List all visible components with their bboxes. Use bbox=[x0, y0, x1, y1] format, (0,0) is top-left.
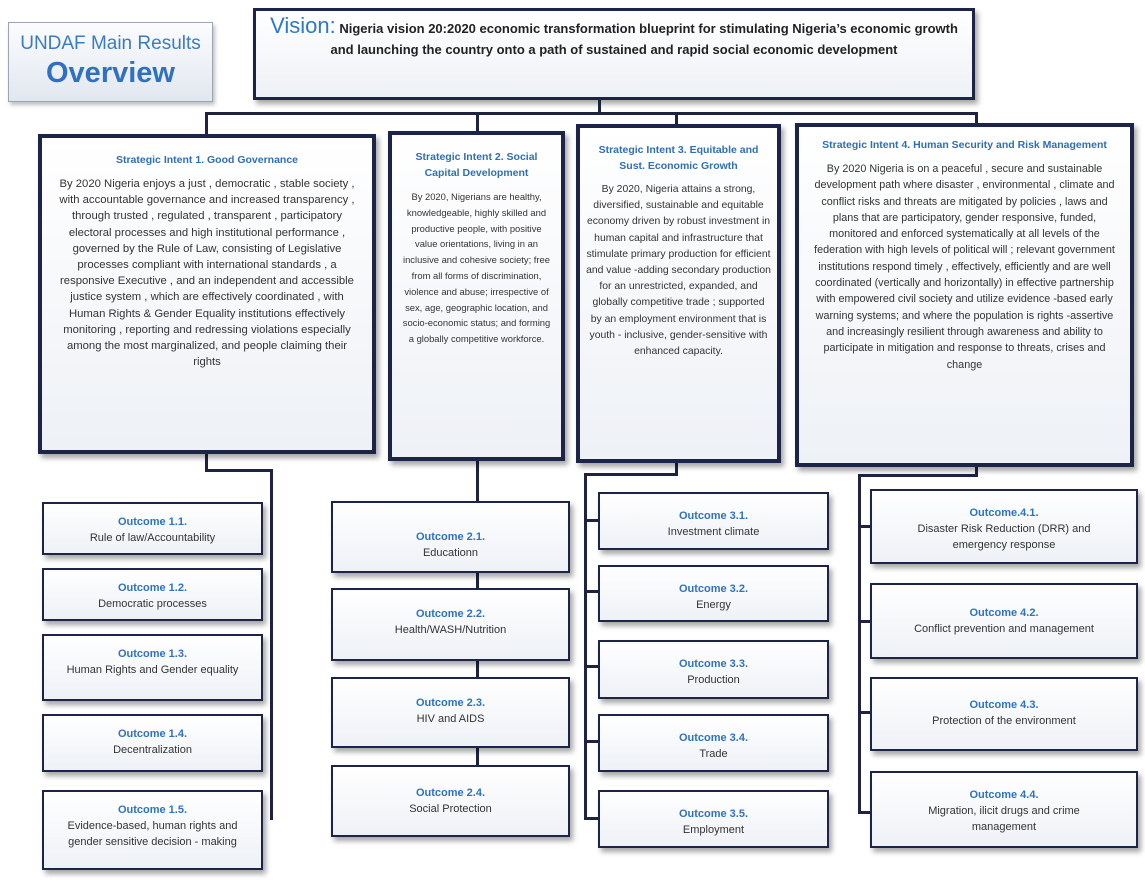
strategic-intent-1 bbox=[38, 134, 376, 454]
outcome-title: Outcome 1.2. bbox=[117, 582, 188, 594]
outcome-box bbox=[598, 492, 829, 550]
outcome-title: Outcome 1.1. bbox=[117, 516, 188, 528]
intent-body: By 2020, Nigerians are healthy, knowledgeable, highly skilled and productive people, with positive value orientations, living in an inclusive and cohesive society; free from all forms of discrimination, violence and abuse; irrespective of sex, age, geographic location, and socio-economic status; and forming a globally competitive workforce. bbox=[402, 191, 551, 345]
outcome-box bbox=[870, 677, 1138, 751]
intent-title: Strategic Intent 1. Good Governance bbox=[115, 154, 299, 166]
outcome-text: Social Protection bbox=[409, 803, 492, 815]
outcome-text: Rule of law/Accountability bbox=[89, 532, 216, 544]
outcome-title: Outcome 3.5. bbox=[678, 808, 749, 820]
outcome-box bbox=[42, 634, 263, 701]
outcome-title: Outcome 2.4. bbox=[415, 787, 486, 799]
strategic-intent-3 bbox=[576, 124, 781, 463]
connector-line bbox=[584, 473, 587, 819]
outcome-box bbox=[598, 640, 829, 699]
outcome-text: Protection of the environment bbox=[932, 715, 1076, 727]
outcome-title: Outcome 1.5. bbox=[117, 804, 188, 816]
outcome-text: Conflict prevention and management bbox=[914, 623, 1094, 635]
outcome-text: Production bbox=[687, 674, 740, 686]
outcome-box bbox=[870, 583, 1138, 659]
outcome-text: HIV and AIDS bbox=[416, 713, 485, 725]
strategic-intent-2 bbox=[388, 131, 565, 461]
outcome-box bbox=[331, 501, 570, 573]
outcome-title: Outcome 3.3. bbox=[678, 658, 749, 670]
outcome-text: Migration, ilicit drugs and crime management bbox=[928, 805, 1080, 833]
overview-title-box bbox=[8, 22, 213, 102]
outcome-title: Outcome 4.3. bbox=[969, 699, 1039, 711]
outcome-text: Decentralization bbox=[113, 744, 192, 756]
connector-line bbox=[858, 474, 978, 477]
outcome-box bbox=[42, 502, 263, 555]
outcome-box bbox=[598, 790, 829, 848]
outcome-box bbox=[870, 771, 1138, 848]
outcome-box bbox=[331, 588, 570, 661]
outcome-text: Human Rights and Gender equality bbox=[66, 664, 239, 676]
outcome-title: Outcome 2.2. bbox=[415, 608, 486, 620]
outcome-box bbox=[331, 677, 570, 748]
outcome-title: Outcome 4.4. bbox=[969, 789, 1039, 801]
outcome-title: Outcome 3.1. bbox=[678, 510, 749, 522]
outcome-text: Evidence-based, human rights and gender sensitive decision - making bbox=[67, 820, 238, 848]
outcome-title: Outcome 2.3. bbox=[415, 697, 486, 709]
outcome-title: Outcome 1.3. bbox=[117, 648, 188, 660]
outcome-text: Employment bbox=[682, 824, 745, 836]
title-line-1: UNDAF Main Results bbox=[20, 33, 201, 54]
intent-body: By 2020 Nigeria enjoys a just , democratic , stable society , with accountable governance and increased transparency , through trusted , regulated , transparent , participatory electoral processes and high institutional performance , governed by the Rule of Law, consisting of Legislative processes compliant with international standards , a responsive Executive , and an independent and accessible justice system , which are effectively coordinated , with Human Rights & Gender Equality institutions effectively monitoring , reporting and redressing violations especially among the most marginalized, and people claiming their rights bbox=[59, 178, 355, 369]
intent-title: Strategic Intent 2. Social Capital Development bbox=[415, 151, 538, 179]
vision-text: Nigeria vision 20:2020 economic transformation blueprint for stimulating Nigeria’s economic growth and launching the country onto a path of sustained and rapid social economic development bbox=[330, 21, 958, 57]
outcome-title: Outcome 3.2. bbox=[678, 583, 749, 595]
connector-line bbox=[476, 112, 479, 133]
strategic-intent-4 bbox=[795, 123, 1134, 467]
title-line-2: Overview bbox=[46, 57, 175, 89]
connector-line bbox=[270, 469, 273, 820]
connector-line bbox=[205, 469, 272, 472]
outcome-box bbox=[42, 714, 263, 772]
outcome-text: Disaster Risk Reduction (DRR) and emergency response bbox=[917, 523, 1091, 551]
outcome-box bbox=[42, 790, 263, 870]
outcome-text: Health/WASH/Nutrition bbox=[394, 624, 507, 636]
outcome-box bbox=[42, 568, 263, 621]
outcome-title: Outcome 4.2. bbox=[969, 607, 1039, 619]
outcome-title: Outcome 2.1. bbox=[415, 531, 486, 543]
outcome-box bbox=[598, 714, 829, 772]
outcome-title: Outcome 3.4. bbox=[678, 732, 749, 744]
connector-line bbox=[584, 473, 678, 476]
outcome-title: Outcome.4.1. bbox=[969, 507, 1039, 519]
outcome-title: Outcome 1.4. bbox=[117, 728, 188, 740]
vision-box bbox=[253, 8, 975, 100]
intent-body: By 2020 Nigeria is on a peaceful , secure and sustainable development path where disaster , environmental , climate and conflict risks and threats are mitigated by policies , laws and plans that are participatory, gender responsive, funded, monitored and enforced systematically at all levels of the federation with high levels of political will ; relevant government institutions respond timely , effectively, efficiently and are well coordinated (vertically and horizontally) in effective partnership with empowered civil society and utilize evidence -based early warning systems; and where the population is rights -assertive and increasingly resilient through awareness and ability to participate in mitigation and response to threats, crises and change bbox=[814, 163, 1115, 371]
intent-body: By 2020, Nigeria attains a strong, diversified, sustainable and equitable economy driven by robust investment in human capital and infrastructure that stimulate primary production for efficient and value -adding secondary production for an unrestricted, expanded, and globally competitive trade ; supported by an employment environment that is youth - inclusive, gender-sensitive with enhanced capacity. bbox=[586, 184, 771, 358]
outcome-box bbox=[870, 489, 1138, 564]
vision-label: Vision: bbox=[270, 13, 336, 38]
outcome-box bbox=[331, 765, 570, 837]
outcome-text: Trade bbox=[699, 748, 728, 760]
outcome-box bbox=[598, 565, 829, 622]
intent-title: Strategic Intent 3. Equitable and Sust. Economic Growth bbox=[598, 144, 759, 172]
outcome-text: Democratic processes bbox=[98, 598, 207, 610]
outcome-text: Investment climate bbox=[667, 526, 760, 538]
connector-line bbox=[205, 112, 978, 115]
outcome-text: Energy bbox=[696, 599, 731, 611]
connector-line bbox=[205, 112, 208, 136]
intent-title: Strategic Intent 4. Human Security and Risk Management bbox=[822, 139, 1107, 151]
outcome-text: Educationn bbox=[422, 547, 479, 559]
